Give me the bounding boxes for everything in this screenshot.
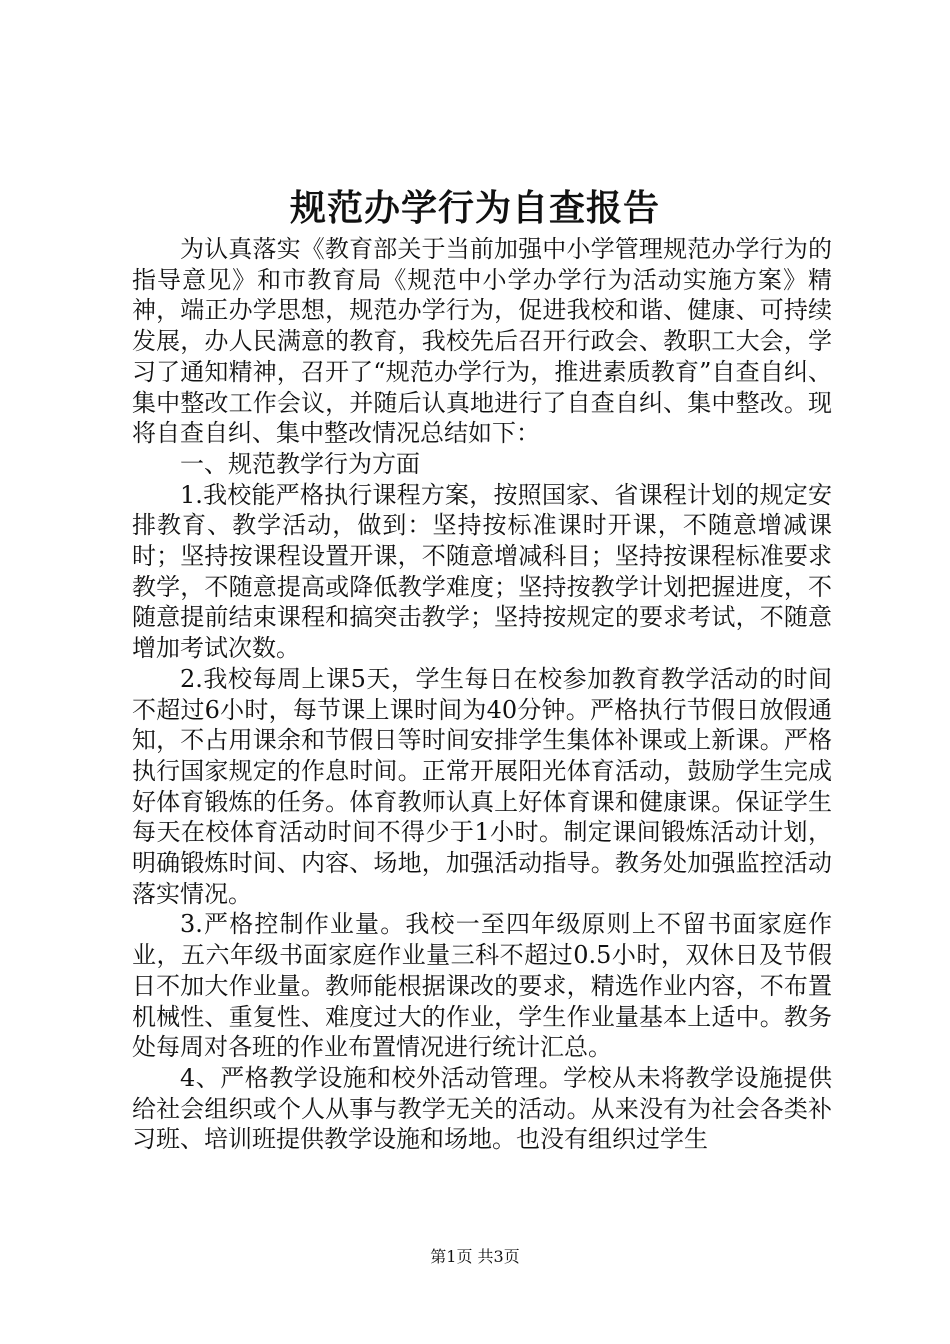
- paragraph-item-3: 3.严格控制作业量。我校一至四年级原则上不留书面家庭作业，五六年级书面家庭作业量三科不超过0.5小时，双休日及节假日不加大作业量。教师能根据课改的要求，精选作业内容，不布置机械性、重复性、难度过大的作业，学生作业量基本上适中。教务处每周对各班的作业布置情况进行统计汇总。: [132, 910, 832, 1062]
- paragraph-item-2: 2.我校每周上课5天，学生每日在校参加教育教学活动的时间不超过6小时，每节课上课时间为40分钟。严格执行节假日放假通知，不占用课余和节假日等时间安排学生集体补课或上新课。严格执行国家规定的作息时间。正常开展阳光体育活动，鼓励学生完成好体育锻炼的任务。体育教师认真上好体育课和健康课。保证学生每天在校体育活动时间不得少于1小时。制定课间锻炼活动计划，明确锻炼时间、内容、场地，加强活动指导。教务处加强监控活动落实情况。: [132, 664, 832, 908]
- page-footer: 第1页 共3页: [430, 1247, 520, 1266]
- document-body: [132, 234, 832, 1155]
- section-heading: 一、规范教学行为方面: [180, 449, 420, 478]
- paragraph-intro: 为认真落实《教育部关于当前加强中小学管理规范办学行为的指导意见》和市教育局《规范中小学办学行为活动实施方案》精神，端正办学思想，规范办学行为，促进我校和谐、健康、可持续发展，办人民满意的教育，我校先后召开行政会、教职工大会，学习了通知精神，召开了“规范办学行为，推进素质教育”自查自纠、集中整改工作会议，并随后认真地进行了自查自纠、集中整改。现将自查自纠、集中整改情况总结如下：: [132, 235, 832, 448]
- paragraph-item-4: 4、严格教学设施和校外活动管理。学校从未将教学设施提供给社会组织或个人从事与教学无关的活动。从来没有为社会各类补习班、培训班提供教学设施和场地。也没有组织过学生: [132, 1063, 832, 1154]
- paragraph-item-1: 1.我校能严格执行课程方案，按照国家、省课程计划的规定安排教育、教学活动，做到：坚持按标准课时开课，不随意增减课时；坚持按课程设置开课，不随意增减科目；坚持按课程标准要求教学，不随意提高或降低教学难度；坚持按教学计划把握进度，不随意提前结束课程和搞突击教学；坚持按规定的要求考试，不随意增加考试次数。: [132, 480, 832, 663]
- document-title: 规范办学行为自查报告: [289, 187, 660, 229]
